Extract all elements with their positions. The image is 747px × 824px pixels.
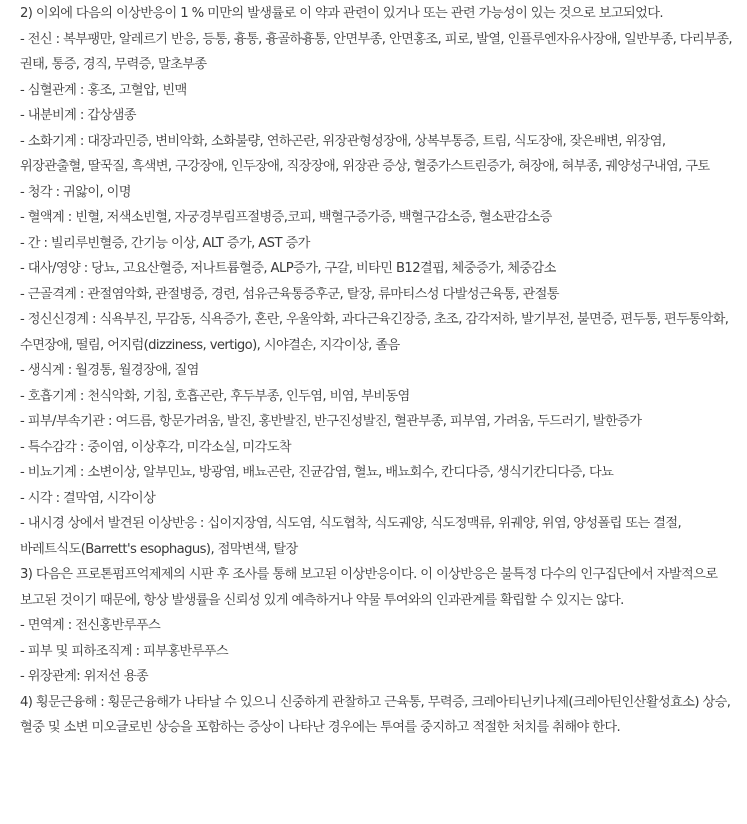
item-skin: - 피부/부속기관 : 여드름, 항문가려움, 발진, 홍반발진, 반구진성발진, 혈관부종, 피부염, 가려움, 두드러기, 발한증가 [20,414,642,429]
item-respiratory: - 호흡기계 : 천식악화, 기침, 호흡곤란, 후두부종, 인두염, 비염, 부비동염 [20,388,410,404]
item-vision: - 시각 : 결막염, 시각이상 [20,490,156,506]
item-hearing: - 청각 : 귀앓이, 이명 [20,184,131,200]
item-musculoskeletal: - 근골격계 : 관절염악화, 관절병증, 경련, 섬유근육통증후군, 탈장, 류마티스성 다발성근육통, 관절통 [20,286,559,302]
item-urinary: - 비뇨기계 : 소변이상, 알부민뇨, 방광염, 배뇨곤란, 진균감염, 혈뇨, 배뇨회수, 칸디다증, 생식기칸디다증, 다뇨 [20,465,614,480]
item-special-senses: - 특수감각 : 중이염, 이상후각, 미각소실, 미각도착 [20,439,291,455]
item-metabolism: - 대사/영양 : 당뇨, 고요산혈증, 저나트륨혈증, ALP증가, 구갈, 비타민 B12결핍, 체중증가, 체중감소 [20,261,556,276]
item-general: - 전신 : 복부팽만, 알레르기 반응, 등통, 흉통, 흉골하흉통, 안면부종, 안면홍조, 피로, 발열, 인플루엔자유사장애, 일반부종, 다리부종, 권태, 통증, 경직, 무력증, 말초부종 [20,31,732,72]
item-gastrointestinal: - 위장관계: 위저선 용종 [20,669,149,684]
item-liver: - 간 : 빌리루빈혈증, 간기능 이상, ALT 증가, AST 증가 [20,235,310,251]
item-cardiovascular: - 심혈관계 : 홍조, 고혈압, 빈맥 [20,82,187,98]
item-immune: - 면역계 : 전신홍반루푸스 [20,618,161,633]
item-digestive: - 소화기계 : 대장과민증, 변비악화, 소화불량, 연하곤란, 위장관형성장애, 상복부통증, 트림, 식도장애, 잦은배변, 위장염, 위장관출혈, 딸꾹질, 흑색변, 구강장애, 인두장애, 직장장애, 위장관 증상, 혈중가스트린증가, 혀장애, 혀부종, 궤양성구내염, 구토 [20,133,710,174]
section-2-intro: 2) 이외에 다음의 이상반응이 1 % 미만의 발생률로 이 약과 관련이 있거나 또는 관련 가능성이 있는 것으로 보고되었다. [20,6,663,21]
section-3-intro: 3) 다음은 프로톤펌프억제제의 시판 후 조사를 통해 보고된 이상반응이다. 이 이상반응은 불특정 다수의 인구집단에서 자발적으로 보고된 것이기 때문에, 항상 발생률을 신뢰성 있게 예측하거나 약물 투여와의 인과관계를 확립할 수 있지는 않다. [20,567,718,608]
item-reproductive: - 생식계 : 월경통, 월경장애, 질염 [20,363,199,378]
item-blood: - 혈액계 : 빈혈, 저색소빈혈, 자궁경부림프절병증,코피, 백혈구증가증, 백혈구감소증, 혈소판감소증 [20,210,552,225]
item-endocrine: - 내분비계 : 갑상샘종 [20,108,136,123]
item-neuropsychiatric: - 정신신경계 : 식욕부진, 무감동, 식욕증가, 혼란, 우울악화, 과다근육긴장증, 초조, 감각저하, 발기부전, 불면증, 편두통, 편두통악화, 수면장애, 떨림, 어지럼(dizziness, vertigo), 시야결손, 지각이상, 졸음 [20,312,729,353]
item-skin-subcutaneous: - 피부 및 피하조직계 : 피부홍반루푸스 [20,643,229,659]
item-endoscopic: - 내시경 상에서 발견된 이상반응 : 십이지장염, 식도염, 식도협착, 식도궤양, 식도정맥류, 위궤양, 위염, 양성폴립 또는 결절, 바레트식도(Barrett's esophagus), 점막변색, 탈장 [20,516,682,557]
section-4-rhabdomyolysis: 4) 횡문근융해 : 횡문근융해가 나타날 수 있으니 신중하게 관찰하고 근육통, 무력증, 크레아티닌키나제(크레아틴인산활성효소) 상승, 혈중 및 소변 미오글로빈 상승을 포함하는 증상이 나타난 경우에는 투여를 중지하고 적절한 처치를 취해야 한다. [20,694,731,735]
